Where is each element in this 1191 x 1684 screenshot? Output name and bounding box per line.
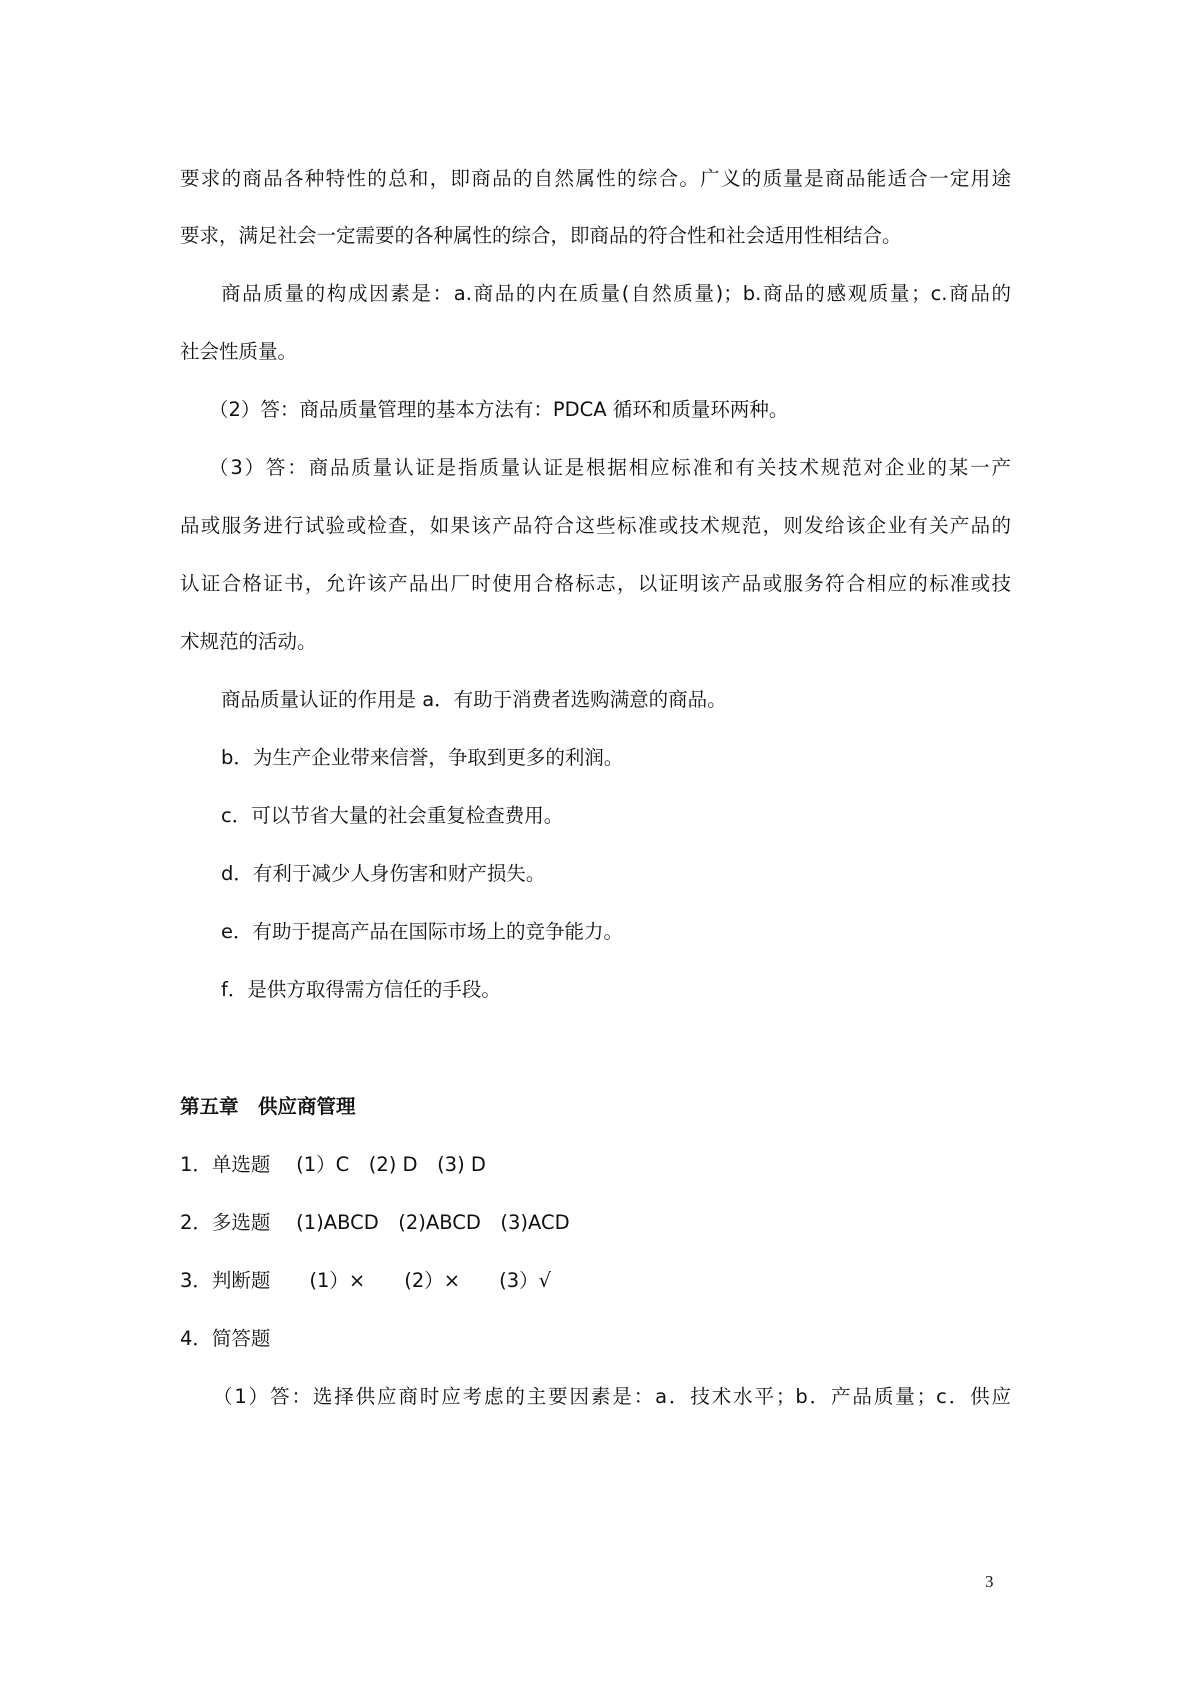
list-item: c．可以节省大量的社会重复检查费用。 <box>221 804 564 827</box>
answer-line: （2）答：商品质量管理的基本方法有：PDCA 循环和质量环两种。 <box>209 398 789 421</box>
body-line: 要求的商品各种特性的总和，即商品的自然属性的综合。广义的质量是商品能适合一定用途 <box>180 167 1011 190</box>
body-line: 要求，满足社会一定需要的各种属性的综合，即商品的符合性和社会适用性相结合。 <box>180 224 902 247</box>
list-item: f．是供方取得需方信任的手段。 <box>221 978 501 1001</box>
question-line: 1．单选题 (1）C (2) D (3) D <box>180 1153 486 1176</box>
question-line: 3．判断题 (1）× (2）× (3）√ <box>180 1269 552 1292</box>
answer-line: （3）答：商品质量认证是指质量认证是根据相应标准和有关技术规范对企业的某一产 <box>209 456 1011 479</box>
chapter-title: 第五章 供应商管理 <box>180 1095 356 1118</box>
body-line: 商品质量的构成因素是：a.商品的内在质量(自然质量)；b.商品的感观质量；c.商品的 <box>221 282 1011 305</box>
list-item: b．为生产企业带来信誉，争取到更多的利润。 <box>221 746 624 769</box>
page-number: 3 <box>985 1572 994 1591</box>
question-line: 2．多选题 (1)ABCD (2)ABCD (3)ACD <box>180 1211 570 1234</box>
list-item: d．有利于减少人身伤害和财产损失。 <box>221 862 546 885</box>
body-line: 品或服务进行试验或检查，如果该产品符合这些标准或技术规范，则发给该企业有关产品的 <box>180 514 1011 537</box>
body-line: 认证合格证书，允许该产品出厂时使用合格标志，以证明该产品或服务符合相应的标准或技 <box>180 572 1011 595</box>
question-line: 4．简答题 <box>180 1327 271 1350</box>
answer-line: （1）答：选择供应商时应考虑的主要因素是：a．技术水平；b．产品质量；c．供应 <box>213 1385 1011 1408</box>
list-item: e．有助于提高产品在国际市场上的竞争能力。 <box>221 920 623 943</box>
list-item: 商品质量认证的作用是 a．有助于消费者选购满意的商品。 <box>221 688 727 711</box>
body-line: 社会性质量。 <box>180 340 298 363</box>
body-line: 术规范的活动。 <box>180 630 317 653</box>
